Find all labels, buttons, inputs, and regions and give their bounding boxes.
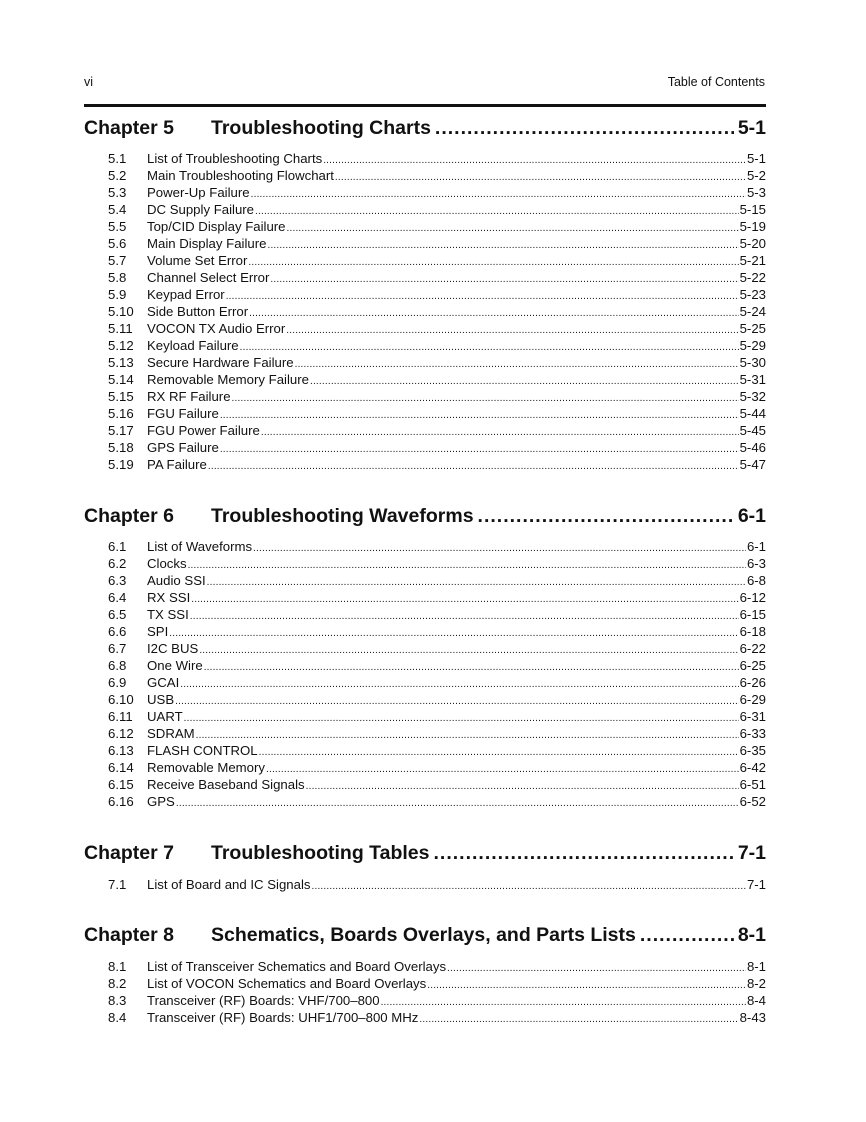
section-title: GCAI [147, 675, 180, 690]
toc-entry[interactable] [108, 606, 766, 623]
dot-leader [255, 203, 739, 220]
section-number: 5.13 [108, 355, 134, 370]
header-rule [84, 104, 766, 107]
section-number: 8.4 [108, 1010, 127, 1025]
dot-leader [253, 540, 746, 557]
dot-leader [270, 271, 738, 288]
toc-entry[interactable] [108, 252, 766, 269]
section-number: 5.1 [108, 151, 127, 166]
dot-leader [261, 424, 739, 441]
section-title: List of Transceiver Schematics and Board Overlays [147, 959, 447, 974]
toc-entry[interactable] [108, 657, 766, 674]
toc-entry[interactable] [108, 623, 766, 640]
toc-entry[interactable] [108, 456, 766, 473]
section-title: TX SSI [147, 607, 189, 622]
section-title: Keyload Failure [147, 338, 239, 353]
dot-leader [311, 878, 745, 895]
chapter-page-number: 8-1 [737, 924, 766, 946]
section-list [84, 958, 766, 1026]
section-number: 5.7 [108, 253, 127, 268]
toc-entry[interactable] [108, 674, 766, 691]
dot-leader [381, 994, 746, 1011]
toc-entry[interactable] [108, 235, 766, 252]
section-number: 6.9 [108, 675, 127, 690]
toc-entry[interactable] [108, 725, 766, 742]
toc-entry[interactable] [108, 538, 766, 555]
section-title: List of Waveforms [147, 539, 253, 554]
toc-entry[interactable] [108, 286, 766, 303]
dot-leader [435, 116, 734, 140]
section-title: List of VOCON Schematics and Board Overlays [147, 976, 427, 991]
dot-leader [259, 744, 739, 761]
chapter-heading[interactable] [84, 504, 766, 528]
toc-entry[interactable] [108, 992, 766, 1009]
dot-leader [287, 220, 739, 237]
section-page-number: 5-3 [746, 185, 766, 200]
section-title: Transceiver (RF) Boards: UHF1/700–800 MHz [147, 1010, 419, 1025]
dot-leader [419, 1011, 738, 1028]
section-number: 6.14 [108, 760, 134, 775]
dot-leader [295, 356, 739, 373]
dot-leader [447, 960, 746, 977]
section-title: PA Failure [147, 457, 207, 472]
section-title: Top/CID Display Failure [147, 219, 286, 234]
section-number: 5.17 [108, 423, 134, 438]
chapter-section [84, 841, 766, 893]
section-title: I2C BUS [147, 641, 199, 656]
section-title: Volume Set Error [147, 253, 248, 268]
section-title: Clocks [147, 556, 187, 571]
section-number: 5.4 [108, 202, 127, 217]
section-page-number: 5-29 [739, 338, 766, 353]
dot-leader [427, 977, 746, 994]
section-number: 6.6 [108, 624, 127, 639]
dot-leader [184, 710, 739, 727]
section-title: Side Button Error [147, 304, 249, 319]
dot-leader [266, 761, 739, 778]
section-number: 6.7 [108, 641, 127, 656]
section-number: 6.16 [108, 794, 134, 809]
section-number: 5.2 [108, 168, 127, 183]
section-number: 6.5 [108, 607, 127, 622]
dot-leader [226, 288, 739, 305]
section-number: 5.11 [108, 321, 133, 336]
section-page-number: 6-18 [739, 624, 766, 639]
section-title: RX SSI [147, 590, 191, 605]
dot-leader [169, 625, 738, 642]
section-title: Main Display Failure [147, 236, 267, 251]
toc-entry[interactable] [108, 167, 766, 184]
dot-leader [310, 373, 739, 390]
dot-leader [188, 557, 746, 574]
section-number: 7.1 [108, 877, 127, 892]
section-page-number: 6-3 [746, 556, 766, 571]
section-page-number: 6-26 [739, 675, 766, 690]
section-number: 5.18 [108, 440, 134, 455]
chapter-heading[interactable] [84, 116, 766, 140]
toc-entry[interactable] [108, 640, 766, 657]
section-title: Removable Memory Failure [147, 372, 309, 387]
page-number: vi [84, 75, 94, 89]
chapter-label: Chapter 8 [84, 924, 174, 946]
dot-leader [267, 237, 738, 254]
dot-leader [240, 339, 739, 356]
chapter-title: Schematics, Boards Overlays, and Parts Lists [211, 924, 636, 946]
section-title: List of Troubleshooting Charts [147, 151, 323, 166]
section-number: 6.10 [108, 692, 134, 707]
toc-entry[interactable] [108, 708, 766, 725]
dot-leader [323, 152, 746, 169]
section-title: FLASH CONTROL [147, 743, 258, 758]
dot-leader [208, 458, 739, 475]
toc-entry[interactable] [108, 150, 766, 167]
dot-leader [478, 504, 734, 528]
section-page-number: 6-12 [739, 590, 766, 605]
section-number: 5.16 [108, 406, 134, 421]
dot-leader [306, 778, 739, 795]
section-title: GPS [147, 794, 175, 809]
section-number: 8.3 [108, 993, 127, 1008]
section-page-number: 5-46 [739, 440, 766, 455]
toc-entry[interactable] [108, 405, 766, 422]
toc-entry[interactable] [108, 589, 766, 606]
toc-entry[interactable] [108, 975, 766, 992]
dot-leader [286, 322, 738, 339]
dot-leader [190, 608, 739, 625]
section-number: 5.14 [108, 372, 134, 387]
section-page-number: 5-19 [739, 219, 766, 234]
toc-entry[interactable] [108, 337, 766, 354]
section-page-number: 8-43 [739, 1010, 766, 1025]
chapter-title: Troubleshooting Charts [211, 117, 431, 139]
section-page-number: 5-23 [739, 287, 766, 302]
chapter-page-number: 7-1 [737, 842, 766, 864]
section-title: VOCON TX Audio Error [147, 321, 286, 336]
chapter-heading[interactable] [84, 923, 766, 947]
section-page-number: 5-47 [739, 457, 766, 472]
section-title: Receive Baseband Signals [147, 777, 305, 792]
section-page-number: 6-35 [739, 743, 766, 758]
dot-leader [180, 676, 738, 693]
section-title: SDRAM [147, 726, 195, 741]
section-number: 6.2 [108, 556, 127, 571]
section-number: 5.6 [108, 236, 127, 251]
chapter-heading[interactable] [84, 841, 766, 865]
section-number: 5.12 [108, 338, 134, 353]
toc-entry[interactable] [108, 354, 766, 371]
section-title: FGU Failure [147, 406, 219, 421]
section-number: 5.10 [108, 304, 134, 319]
dot-leader [207, 574, 746, 591]
section-number: 5.3 [108, 185, 127, 200]
dot-leader [199, 642, 738, 659]
dot-leader [232, 390, 739, 407]
toc-entry[interactable] [108, 320, 766, 337]
toc-entry[interactable] [108, 439, 766, 456]
section-title: Removable Memory [147, 760, 265, 775]
toc-entry[interactable] [108, 388, 766, 405]
section-page-number: 8-1 [746, 959, 766, 974]
section-title: Secure Hardware Failure [147, 355, 294, 370]
section-list [84, 150, 766, 473]
section-list [84, 876, 766, 893]
section-number: 6.4 [108, 590, 127, 605]
toc-entry[interactable] [108, 422, 766, 439]
section-title: UART [147, 709, 183, 724]
section-number: 5.8 [108, 270, 127, 285]
section-page-number: 5-32 [739, 389, 766, 404]
toc-entry[interactable] [108, 776, 766, 793]
section-page-number: 8-2 [746, 976, 766, 991]
section-page-number: 5-15 [739, 202, 766, 217]
page-header [84, 75, 765, 91]
chapter-label: Chapter 5 [84, 117, 174, 139]
section-page-number: 6-15 [739, 607, 766, 622]
section-page-number: 5-30 [739, 355, 766, 370]
section-title: One Wire [147, 658, 203, 673]
toc-entry[interactable] [108, 184, 766, 201]
section-title: Channel Select Error [147, 270, 270, 285]
section-page-number: 6-42 [739, 760, 766, 775]
toc-entry[interactable] [108, 691, 766, 708]
chapter-section [84, 923, 766, 1026]
chapter-page-number: 5-1 [737, 117, 766, 139]
section-number: 6.12 [108, 726, 134, 741]
chapter-title: Troubleshooting Tables [211, 842, 430, 864]
toc-entry[interactable] [108, 303, 766, 320]
section-page-number: 5-20 [739, 236, 766, 251]
toc-entry[interactable] [108, 759, 766, 776]
dot-leader [191, 591, 738, 608]
section-page-number: 5-22 [739, 270, 766, 285]
dot-leader [220, 441, 739, 458]
section-number: 6.8 [108, 658, 127, 673]
toc-entry[interactable] [108, 958, 766, 975]
section-page-number: 5-45 [739, 423, 766, 438]
section-number: 8.2 [108, 976, 127, 991]
toc-entry[interactable] [108, 793, 766, 810]
dot-leader [176, 795, 739, 812]
section-page-number: 6-1 [746, 539, 766, 554]
section-title: SPI [147, 624, 169, 639]
section-page-number: 5-24 [739, 304, 766, 319]
chapter-label: Chapter 7 [84, 842, 174, 864]
section-page-number: 8-4 [746, 993, 766, 1008]
section-number: 5.9 [108, 287, 127, 302]
section-page-number: 5-44 [739, 406, 766, 421]
section-page-number: 6-25 [739, 658, 766, 673]
section-page-number: 5-1 [746, 151, 766, 166]
section-title: USB [147, 692, 175, 707]
dot-leader [433, 841, 733, 865]
section-title: Main Troubleshooting Flowchart [147, 168, 334, 183]
section-page-number: 6-52 [739, 794, 766, 809]
chapter-title: Troubleshooting Waveforms [211, 505, 474, 527]
section-title: Transceiver (RF) Boards: VHF/700–800 [147, 993, 380, 1008]
section-title: Power-Up Failure [147, 185, 250, 200]
toc-entry[interactable] [108, 876, 766, 893]
section-page-number: 6-33 [739, 726, 766, 741]
section-page-number: 5-2 [746, 168, 766, 183]
section-number: 6.15 [108, 777, 134, 792]
section-page-number: 6-29 [739, 692, 766, 707]
dot-leader [248, 254, 738, 271]
toc-entry[interactable] [108, 201, 766, 218]
chapter-label: Chapter 6 [84, 505, 174, 527]
toc-entry[interactable] [108, 1009, 766, 1026]
section-number: 5.19 [108, 457, 134, 472]
section-title: RX RF Failure [147, 389, 231, 404]
section-number: 5.5 [108, 219, 127, 234]
section-title: DC Supply Failure [147, 202, 255, 217]
dot-leader [204, 659, 739, 676]
section-title: Audio SSI [147, 573, 206, 588]
section-page-number: 6-8 [746, 573, 766, 588]
chapter-section [84, 504, 766, 810]
toc-entry[interactable] [108, 371, 766, 388]
section-page-number: 5-31 [739, 372, 766, 387]
chapter-section [84, 116, 766, 473]
section-title: List of Board and IC Signals [147, 877, 311, 892]
dot-leader [640, 923, 734, 947]
dot-leader [249, 305, 738, 322]
toc-entry[interactable] [108, 218, 766, 235]
section-page-number: 5-21 [739, 253, 766, 268]
section-number: 6.1 [108, 539, 127, 554]
section-list [84, 538, 766, 810]
chapter-page-number: 6-1 [737, 505, 766, 527]
section-number: 5.15 [108, 389, 134, 404]
section-page-number: 6-31 [739, 709, 766, 724]
running-header-title: Table of Contents [667, 75, 765, 89]
dot-leader [196, 727, 739, 744]
section-title: GPS Failure [147, 440, 219, 455]
toc-entry[interactable] [108, 572, 766, 589]
section-page-number: 5-25 [739, 321, 766, 336]
section-page-number: 7-1 [746, 877, 766, 892]
section-title: FGU Power Failure [147, 423, 260, 438]
dot-leader [175, 693, 738, 710]
toc-entry[interactable] [108, 269, 766, 286]
toc-entry[interactable] [108, 555, 766, 572]
section-number: 6.11 [108, 709, 133, 724]
section-title: Keypad Error [147, 287, 225, 302]
section-number: 6.3 [108, 573, 127, 588]
dot-leader [220, 407, 739, 424]
toc-entry[interactable] [108, 742, 766, 759]
dot-leader [335, 169, 746, 186]
section-number: 8.1 [108, 959, 127, 974]
section-number: 6.13 [108, 743, 134, 758]
section-page-number: 6-51 [739, 777, 766, 792]
section-page-number: 6-22 [739, 641, 766, 656]
dot-leader [251, 186, 746, 203]
